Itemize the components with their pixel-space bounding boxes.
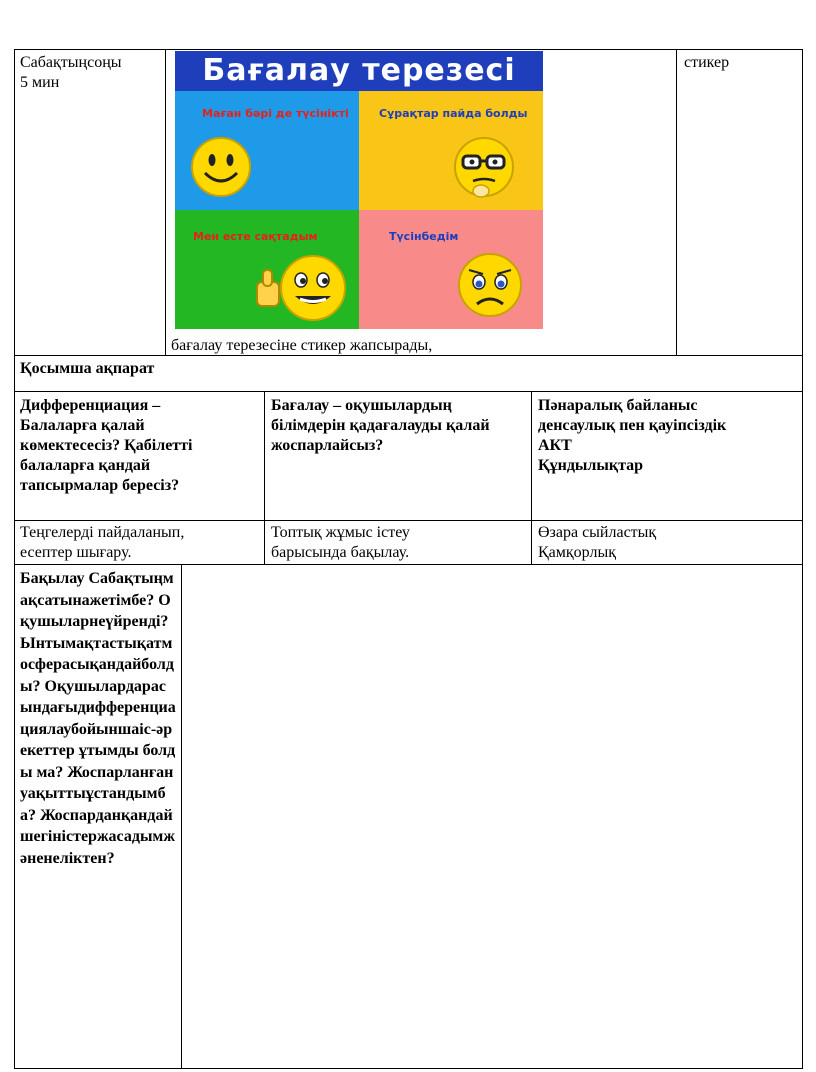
glasses-smiley-icon (451, 131, 521, 201)
cross-curricular-header: Пәнаралық байланыс денсаулық пен қауіпсіздік АКТ Құндылықтар (538, 397, 727, 474)
differentiation-header: Дифференциация – Балаларға қалай көмектесесіз? Қабілетті балаларға қандай тапсырмалар бересіз? (20, 397, 193, 494)
divider-h-520 (14, 520, 803, 521)
assessment-header: Бағалау – оқушылардың білімдерін қадағалауды қалай жоспарлайсыз? (271, 397, 490, 454)
divider-h-391 (14, 391, 803, 392)
quadrant-label: Мен есте сақтадым (193, 230, 318, 243)
quadrant-label: Түсінбедім (389, 230, 459, 243)
reflection-questions: Бақылау Сабақтыңмақсатынажетімбе? Оқушыларнеүйренді? Ынтымақтастықатмосферасықандайболды? Оқушылардарасындағыдифференциациялаубойыншаіс-әрекеттер ұтымды болды ма? Жоспарланғануақыттыұстандымба? Жоспарданқандайшегіністержасадымжәненеліктен? (20, 570, 176, 867)
quadrant-label: Маған бәрі де түсінікті (202, 107, 349, 120)
assessment-window-title: Бағалау терезесі (202, 53, 516, 88)
reflection-answer-area[interactable] (182, 565, 802, 1068)
divider-row1-col1 (165, 49, 166, 355)
additional-info-heading: Қосымша ақпарат (20, 360, 155, 377)
differentiation-content: Теңгелерді пайдаланып, есептер шығару. (20, 524, 185, 561)
quadrant-remembered (175, 210, 359, 329)
assessment-content: Топтық жұмыс істеу барысында бақылау. (271, 524, 410, 561)
resource-cell: стикер (684, 54, 730, 71)
values-content: Өзара сыйластық Қамқорлық (538, 524, 657, 561)
sad-smiley-icon (455, 250, 525, 320)
lesson-end-caption: бағалау терезесіне стикер жапсырады, (171, 337, 433, 354)
quadrant-questions (359, 91, 543, 210)
divider-v-264 (264, 391, 265, 564)
table-border-top (14, 49, 803, 50)
lesson-end-cell (20, 53, 160, 93)
quadrant-label: Сұрақтар пайда болды (379, 107, 528, 120)
assessment-window-banner (175, 51, 543, 91)
divider-row1-col2 (676, 49, 677, 355)
thumbs-up-smiley-icon (251, 248, 351, 324)
smiley-icon (189, 135, 253, 199)
table-border-bottom (14, 1068, 803, 1069)
lesson-end-duration: 5 мин (20, 74, 60, 91)
table-border-right (802, 49, 803, 1069)
quadrant-understood (175, 91, 359, 210)
divider-v-531 (531, 391, 532, 564)
lesson-end-label: Сабақтыңсоңы (20, 54, 122, 71)
assessment-window-image (175, 51, 543, 329)
quadrant-not-understood (359, 210, 543, 329)
table-border-left (14, 49, 15, 1069)
